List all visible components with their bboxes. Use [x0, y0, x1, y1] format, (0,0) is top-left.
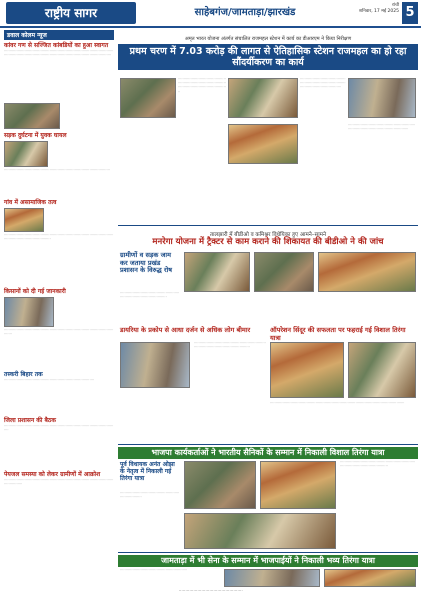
section-tag: डवाल कोलम न्यूज	[4, 30, 114, 40]
story5-body: ॱॱॱॱॱॱॱॱॱॱॱॱॱॱॱॱॱॱॱॱॱॱॱॱॱॱॱॱॱॱॱॱॱॱॱॱॱॱॱॱॱॱॱॱॱॱॱॱॱॱॱॱॱॱॱॱॱॱॱॱॱॱॱॱॱॱॱॱॱॱॱॱॱॱॱॱॱॱॱॱॱॱॱॱॱॱॱॱॱॱॱॱॱॱॱॱॱॱॱॱॱॱॱॱॱॱॱॱ	[340, 461, 416, 470]
story3-headline: डायरिया के प्रकोप से आधा दर्जन से अधिक लोग बीमार	[120, 326, 251, 334]
story5-headline: भाजपा कार्यकर्ताओं ने भारतीय सैनिकों के सम्मान में निकाली विशाल तिरंगा यात्रा	[118, 447, 418, 459]
story4-headline: ऑपरेशन सिंदूर की सफलता पर फहराई गई विशाल तिरंगा यात्रा	[270, 326, 406, 342]
page-number: 5	[402, 2, 418, 24]
story6-body: ॱॱॱॱॱॱॱॱॱॱॱॱॱॱॱॱॱॱॱॱॱॱॱॱॱॱॱॱॱॱॱॱॱॱॱॱॱॱॱॱॱॱॱॱॱॱॱॱॱॱॱॱॱॱॱॱॱॱॱ	[120, 569, 188, 573]
story1-headline: प्रथम चरण में 7.03 करोड़ की लागत से ऐतिहासिक स्टेशन राजमहल का हो रहा सौंदर्यीकरण का कार्य	[118, 44, 418, 70]
left-story-3-body: ॱॱॱॱॱॱॱॱॱॱॱॱॱॱॱॱॱॱॱॱॱॱॱॱॱॱॱॱॱॱॱॱॱॱॱॱॱॱॱॱॱॱॱॱॱॱॱॱॱॱॱॱॱॱॱॱॱॱॱॱॱॱॱॱॱॱॱॱॱॱॱॱॱॱॱॱॱॱॱॱॱॱॱॱॱॱॱॱॱॱॱॱॱॱॱॱॱॱॱॱॱॱॱॱॱॱॱॱॱॱॱॱॱॱॱॱॱॱॱॱॱॱॱॱॱॱॱॱॱॱॱॱॱॱॱॱॱ	[4, 234, 114, 243]
story1-photo-1	[120, 78, 176, 118]
date-line: रांची	[391, 3, 399, 8]
story6-photo-1	[224, 569, 320, 587]
story5-body-2: ॱॱॱॱॱॱॱॱॱॱॱॱॱॱॱॱॱॱॱॱॱॱॱॱॱॱॱॱॱॱॱॱॱॱॱॱॱॱॱॱॱॱॱॱॱॱॱॱॱॱॱॱॱॱॱॱॱॱॱॱॱॱॱॱॱॱॱॱॱॱॱ	[120, 492, 180, 501]
story3-photo	[120, 342, 190, 388]
divider-1	[118, 225, 418, 226]
story2-headline: मनरेगा योजना में ट्रैक्टर से काम कराने की शिकायत की बीडीओ ने की जांच	[152, 237, 384, 247]
story2-photo-1	[184, 252, 250, 292]
story1-body: ॱॱॱॱॱॱॱॱॱॱॱॱॱॱॱॱॱॱॱॱॱॱॱॱॱॱॱॱॱॱॱॱॱॱॱॱॱॱॱॱॱॱॱॱॱॱॱॱॱॱॱॱॱॱॱॱॱॱॱॱॱॱॱॱॱॱॱॱॱॱॱॱॱॱॱॱॱॱॱॱॱॱॱॱॱॱॱॱॱॱॱॱॱॱॱॱॱॱॱॱॱॱॱॱॱॱॱॱॱॱॱॱॱॱॱॱॱॱॱॱॱॱॱॱॱॱॱॱ	[178, 78, 226, 95]
page-footer: ⋯⋯⋯⋯⋯⋯⋯⋯⋯⋯⋯⋯⋯⋯⋯⋯	[178, 588, 243, 593]
story5-side-head: पूर्व विधायक अनंत ओझा के नेतृत्व में निकाली गई तिरंगा यात्रा	[120, 461, 175, 482]
left-story-2-head: सड़क दुर्घटना में युवक घायल	[4, 132, 67, 139]
masthead	[0, 0, 421, 28]
story1-photo-4	[228, 124, 298, 164]
story5-photo-3	[184, 513, 336, 549]
story2-photo-2	[254, 252, 314, 292]
story4-body: ॱॱॱॱॱॱॱॱॱॱॱॱॱॱॱॱॱॱॱॱॱॱॱॱॱॱॱॱॱॱॱॱॱॱॱॱॱॱॱॱॱॱॱॱॱॱॱॱॱॱॱॱॱॱॱॱॱॱॱॱॱॱॱॱॱॱॱॱॱॱॱॱॱॱॱॱॱॱॱॱॱॱॱॱॱॱॱॱॱॱॱॱॱॱॱॱॱॱॱॱॱॱॱॱॱॱॱॱॱॱॱॱॱॱॱॱॱॱ	[270, 402, 405, 406]
story3-body: ॱॱॱॱॱॱॱॱॱॱॱॱॱॱॱॱॱॱॱॱॱॱॱॱॱॱॱॱॱॱॱॱॱॱॱॱॱॱॱॱॱॱॱॱॱॱॱॱॱॱॱॱॱॱॱॱॱॱॱॱॱॱॱॱॱॱॱॱॱॱॱॱॱॱॱॱॱॱॱॱॱॱॱॱॱॱॱॱॱॱॱॱॱॱॱॱॱॱॱॱॱॱॱॱॱॱॱॱॱॱॱॱ	[194, 342, 266, 351]
paper-name: राष्ट्रीय सागर	[6, 2, 136, 24]
date-sub: शनिवार, 17 मई 2025	[358, 9, 399, 14]
left-story-3-head: गांव में असामाजिक तत्व	[4, 199, 57, 206]
left-story-7-body: ॱॱॱॱॱॱॱॱॱॱॱॱॱॱॱॱॱॱॱॱॱॱॱॱॱॱॱॱॱॱॱॱॱॱॱॱॱॱॱॱॱॱॱॱॱॱॱॱॱॱॱॱॱॱॱॱॱॱॱॱॱॱॱॱॱॱॱॱॱॱॱॱॱॱॱॱॱॱॱॱॱॱॱॱॱॱॱॱॱॱॱॱॱॱॱॱॱॱॱॱॱॱॱॱॱॱॱॱॱॱॱॱ	[4, 479, 114, 488]
left-photo-1	[4, 103, 60, 129]
story2-photo-3	[318, 252, 416, 292]
left-story-6-body: ॱॱॱॱॱॱॱॱॱॱॱॱॱॱॱॱॱॱॱॱॱॱॱॱॱॱॱॱॱॱॱॱॱॱॱॱॱॱॱॱॱॱॱॱॱॱॱॱॱॱॱॱॱॱॱॱॱॱॱॱॱॱॱॱॱॱॱॱॱॱॱॱॱॱॱॱॱॱॱॱॱॱॱॱॱॱॱॱॱॱॱॱॱॱॱॱॱॱॱॱ	[4, 425, 114, 434]
story4-photo-1	[270, 342, 344, 398]
story1-kicker: अमृत भारत योजना अंतर्गत संचालित राजमहल स्टेशन में कार्य का डीआरएम ने किया निरीक्षण	[184, 36, 352, 42]
left-story-4-body: ॱॱॱॱॱॱॱॱॱॱॱॱॱॱॱॱॱॱॱॱॱॱॱॱॱॱॱॱॱॱॱॱॱॱॱॱॱॱॱॱॱॱॱॱॱॱॱॱॱॱॱॱॱॱॱॱॱॱॱॱॱॱॱॱॱॱॱॱॱॱॱॱॱॱॱॱॱॱॱॱॱॱॱॱॱॱॱॱॱॱॱॱॱॱॱॱॱॱॱॱॱॱॱ	[4, 329, 114, 338]
story1-body-3: ॱॱॱॱॱॱॱॱॱॱॱॱॱॱॱॱॱॱॱॱॱॱॱॱॱॱॱॱॱॱॱॱॱॱॱॱॱॱॱॱॱॱॱॱॱॱॱॱॱॱॱॱॱॱॱॱॱॱॱॱॱॱॱॱॱॱॱॱॱॱॱॱॱॱॱॱॱॱॱॱॱॱॱॱॱॱॱॱॱॱॱॱॱॱॱॱॱॱॱॱॱॱॱॱॱॱॱॱॱॱॱॱ	[348, 124, 416, 133]
left-story-1-body: ॱॱॱॱॱॱॱॱॱॱॱॱॱॱॱॱॱॱॱॱॱॱॱॱॱॱॱॱॱॱॱॱॱॱॱॱॱॱॱॱॱॱॱॱॱॱॱॱॱॱॱॱॱॱॱॱॱॱॱॱॱॱॱॱॱॱॱॱॱॱॱॱॱॱॱॱॱॱॱॱॱॱॱॱॱॱॱॱॱॱॱॱॱॱॱॱॱॱॱॱॱॱॱॱॱॱॱॱॱॱॱॱॱॱॱॱॱॱॱॱॱॱॱॱॱॱॱॱॱॱॱॱॱॱॱॱॱॱॱॱॱॱॱॱॱॱॱॱॱॱॱॱॱॱॱॱॱॱॱॱॱॱॱॱॱॱॱॱॱॱॱॱॱॱॱॱॱॱॱॱॱॱॱॱॱॱॱॱॱॱ	[4, 50, 114, 59]
left-story-2-body: ॱॱॱॱॱॱॱॱॱॱॱॱॱॱॱॱॱॱॱॱॱॱॱॱॱॱॱॱॱॱॱॱॱॱॱॱॱॱॱॱॱॱॱॱॱॱॱॱॱॱॱॱॱॱॱॱॱॱॱॱॱॱॱॱॱॱॱॱॱॱॱॱॱॱॱॱॱॱॱॱॱॱॱॱॱॱॱॱॱॱॱॱॱ	[4, 169, 110, 173]
story5-photo-2	[260, 461, 336, 509]
left-story-6-head: जिला प्रशासन की बैठक	[4, 417, 57, 424]
story4-photo-2	[348, 342, 416, 398]
story2-body: ॱॱॱॱॱॱॱॱॱॱॱॱॱॱॱॱॱॱॱॱॱॱॱॱॱॱॱॱॱॱॱॱॱॱॱॱॱॱॱॱॱॱॱॱॱॱॱॱॱॱॱॱॱॱॱॱॱॱॱॱॱॱॱॱॱॱॱॱॱॱॱॱॱॱॱॱॱॱॱॱॱॱॱॱॱॱॱॱॱॱॱॱॱ	[120, 292, 180, 301]
section-title: साहेबगंज/जामताड़ा/झारखंड	[194, 7, 296, 18]
story1-body-2: ॱॱॱॱॱॱॱॱॱॱॱॱॱॱॱॱॱॱॱॱॱॱॱॱॱॱॱॱॱॱॱॱॱॱॱॱॱॱॱॱॱॱॱॱॱॱॱॱॱॱॱॱॱॱॱॱॱॱॱॱॱॱॱॱॱॱॱॱॱॱॱॱॱॱॱॱॱॱॱॱॱॱॱॱॱॱॱॱॱॱॱॱॱॱॱॱॱॱॱॱॱॱॱॱॱॱॱॱॱॱॱॱॱॱॱॱ	[300, 78, 346, 91]
divider-2	[118, 444, 418, 445]
left-photo-3	[4, 208, 44, 232]
left-photo-4	[4, 297, 54, 327]
divider-3	[118, 552, 418, 553]
story1-photo-3	[348, 78, 416, 118]
left-story-1-head: कांवर गण से सज्जित कांबडियों का हुआ स्वागत	[4, 42, 109, 49]
story6-photo-2	[324, 569, 416, 587]
story2-kicker: तालझारी में बीडीओ व कमिश्नर विधेयिका हुए आमने–सामने	[209, 232, 327, 238]
left-story-5-head: तस्करी बिहार तक	[4, 371, 43, 378]
left-photo-2	[4, 141, 48, 167]
left-story-7-head: पेयजल समस्या को लेकर ग्रामीणों में आक्रोश	[4, 471, 101, 478]
story6-headline: जामताड़ा में भी सेना के सम्मान में भाजपाईयों ने निकाली भव्य तिरंगा यात्रा	[118, 555, 418, 567]
date-block	[344, 3, 399, 15]
main-area	[118, 30, 418, 590]
story2-side-head: ग्रामीणों व सड़क जाम कर जताया प्रखंड प्रशासन के विरुद्ध रोष	[120, 251, 173, 274]
left-story-4-head: किसानों को दी गई जानकारी	[4, 288, 66, 295]
story5-photo-1	[184, 461, 256, 509]
left-story-5-body: ॱॱॱॱॱॱॱॱॱॱॱॱॱॱॱॱॱॱॱॱॱॱॱॱॱॱॱॱॱॱॱॱॱॱॱॱॱॱॱॱॱॱॱॱॱॱॱॱॱॱॱॱॱॱॱॱॱॱॱॱॱॱॱॱॱॱॱॱॱॱॱॱॱॱॱॱॱॱॱ	[4, 379, 94, 383]
left-column	[4, 30, 114, 590]
story1-photo-2	[228, 78, 298, 118]
